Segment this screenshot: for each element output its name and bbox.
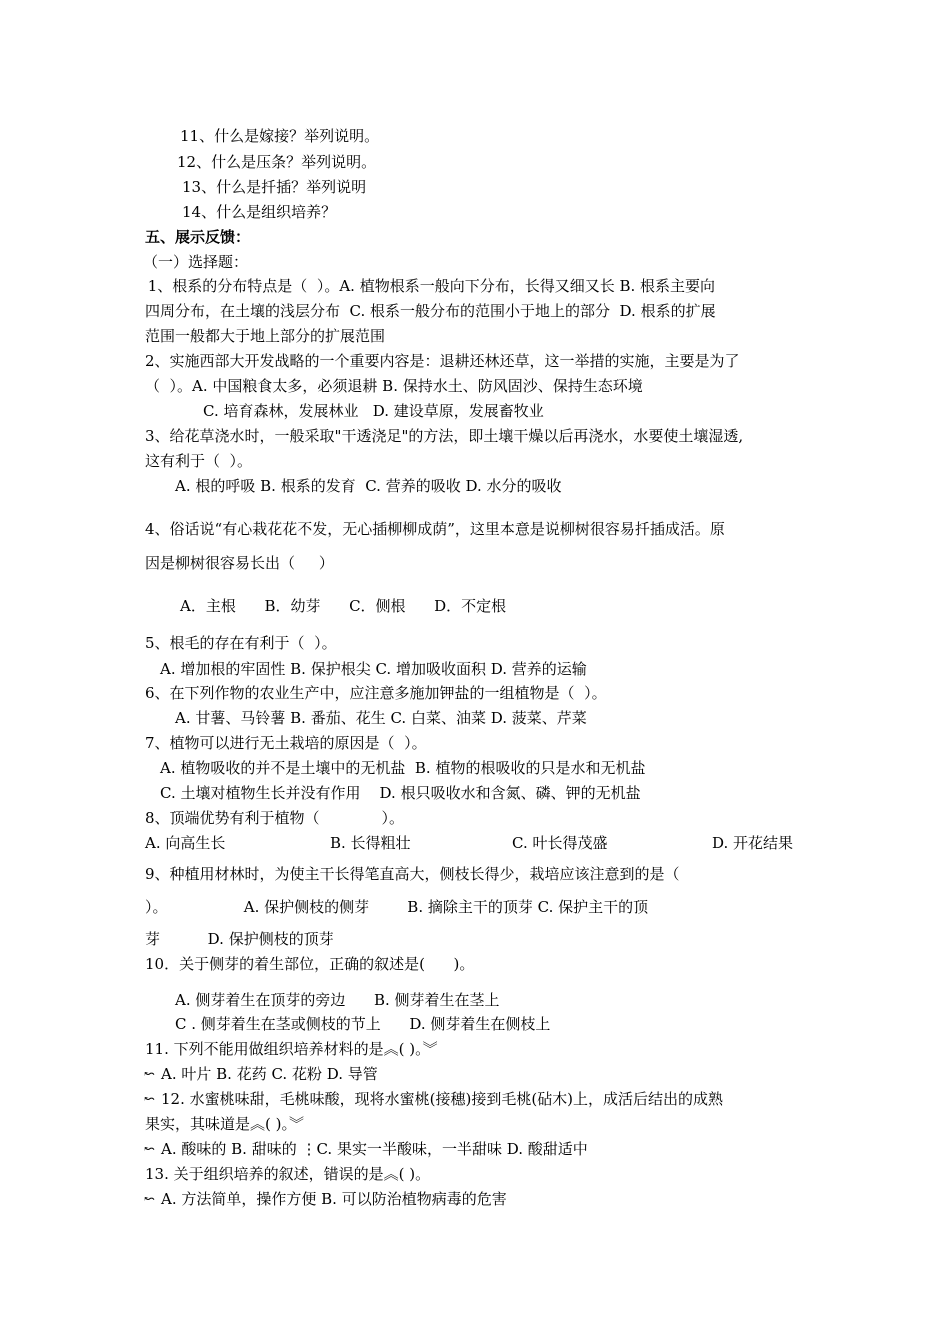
q7-options-cd: C. 土壤对植物生长并没有作用 D. 根只吸收水和含氮、磷、钾的无机盐 (160, 784, 641, 802)
q12-options: A. 酸味的 B. 甜味的 ⋮C. 果实一半酸味，一半甜味 D. 酸甜适中 (161, 1140, 588, 1158)
q7-line1: 7、植物可以进行无土栽培的原因是（ ）。 (145, 734, 427, 752)
q1-line2: 四周分布，在土壤的浅层分布 C. 根系一般分布的范围小于地上的部分 D. 根系的扩展 (145, 302, 716, 320)
q9-line1: 9、种植用材林时，为使主干长得笔直高大，侧枝长得少，栽培应该注意到的是（ (145, 865, 680, 883)
q2-line2: （ ）。A. 中国粮食太多，必须退耕 B. 保持水土、防风固沙、保持生态环境 (145, 377, 643, 395)
margin-mark-icon: ↜ (144, 1092, 155, 1107)
q1-line3: 范围一般都大于地上部分的扩展范围 (145, 327, 386, 345)
q7-options-ab: A. 植物吸收的并不是土壤中的无机盐 B. 植物的根吸收的只是水和无机盐 (160, 759, 646, 777)
question-12-intro: 12、什么是压条？举列说明。 (177, 153, 377, 171)
q12-line2: 果实，其味道是︽( )。︾ (145, 1115, 304, 1133)
q5-options: A. 增加根的牢固性 B. 保护根尖 C. 增加吸收面积 D. 营养的运输 (160, 660, 587, 678)
q11-options: A. 叶片 B. 花药 C. 花粉 D. 导管 (161, 1065, 378, 1083)
margin-mark-icon: ↜ (144, 1192, 155, 1207)
question-14-intro: 14、什么是组织培养？ (182, 203, 337, 221)
question-13-intro: 13、什么是扦插？举列说明 (182, 178, 367, 196)
q10-line1: 10．关于侧芽的着生部位，正确的叙述是( )。 (145, 955, 475, 973)
q13-line1: 13. 关于组织培养的叙述，错误的是︽( )。 (145, 1165, 431, 1183)
q6-line1: 6、在下列作物的农业生产中，应注意多施加钾盐的一组植物是（ ）。 (145, 684, 607, 702)
q10-options-ab: A. 侧芽着生在顶芽的旁边 B. 侧芽着生在茎上 (175, 991, 500, 1009)
q10-options-cd: C . 侧芽着生在茎或侧枝的节上 D. 侧芽着生在侧枝上 (175, 1015, 551, 1033)
q6-options: A. 甘薯、马铃薯 B. 番茄、花生 C. 白菜、油菜 D. 菠菜、芹菜 (175, 709, 587, 727)
q8-option-c: C. 叶长得茂盛 (512, 834, 608, 852)
q3-options: A. 根的呼吸 B. 根系的发育 C. 营养的吸收 D. 水分的吸收 (175, 477, 562, 495)
section-title: 五、展示反馈： (145, 228, 251, 246)
q3-line1: 3、给花草浇水时，一般采取"干透浇足"的方法，即土壤干燥以后再浇水，水要使土壤湿透, (145, 427, 744, 445)
question-11-intro: 11、什么是嫁接？举列说明。 (180, 127, 380, 145)
q9-line2: ）。 A. 保护侧枝的侧芽 B. 摘除主干的顶芽 C. 保护主干的顶 (145, 898, 649, 916)
margin-mark-icon: ↜ (144, 1142, 155, 1157)
q4-options: A．主根 B．幼芽 C．侧根 D．不定根 (180, 597, 507, 615)
q8-option-b: B. 长得粗壮 (330, 834, 411, 852)
q8-option-d: D. 开花结果 (712, 834, 794, 852)
q3-line2: 这有利于（ ）。 (145, 452, 253, 470)
q4-line2: 因是柳树很容易长出（ ） (145, 554, 334, 572)
margin-mark-icon: ↜ (144, 1067, 155, 1082)
q4-line1: 4、俗话说“有心栽花花不发，无心插柳柳成荫”，这里本意是说柳树很容易扦插成活。原 (145, 520, 725, 538)
q2-line3: C. 培育森林，发展林业 D. 建设草原，发展畜牧业 (203, 402, 544, 420)
q11-line1: 11. 下列不能用做组织培养材料的是︽( )。︾ (145, 1040, 438, 1058)
q13-options: A. 方法简单，操作方便 B. 可以防治植物病毒的危害 (161, 1190, 507, 1208)
subsection-title: （一）选择题： (143, 253, 249, 271)
q2-line1: 2、实施西部大开发战略的一个重要内容是：退耕还林还草，这一举措的实施，主要是为了 (145, 352, 740, 370)
q12-line1: 12. 水蜜桃味甜，毛桃味酸，现将水蜜桃(接穗)接到毛桃(砧木)上，成活后结出的成熟 (161, 1090, 724, 1108)
q9-line3: 芽 D. 保护侧枝的顶芽 (145, 930, 334, 948)
q8-option-a: A. 向高生长 (145, 834, 226, 852)
q8-line1: 8、顶端优势有利于植物（ ）。 (145, 809, 405, 827)
q1-line1: 1、根系的分布特点是（ ）。A. 植物根系一般向下分布，长得又细又长 B. 根系主要向 (143, 277, 716, 295)
q5-line1: 5、根毛的存在有利于（ ）。 (145, 634, 337, 652)
